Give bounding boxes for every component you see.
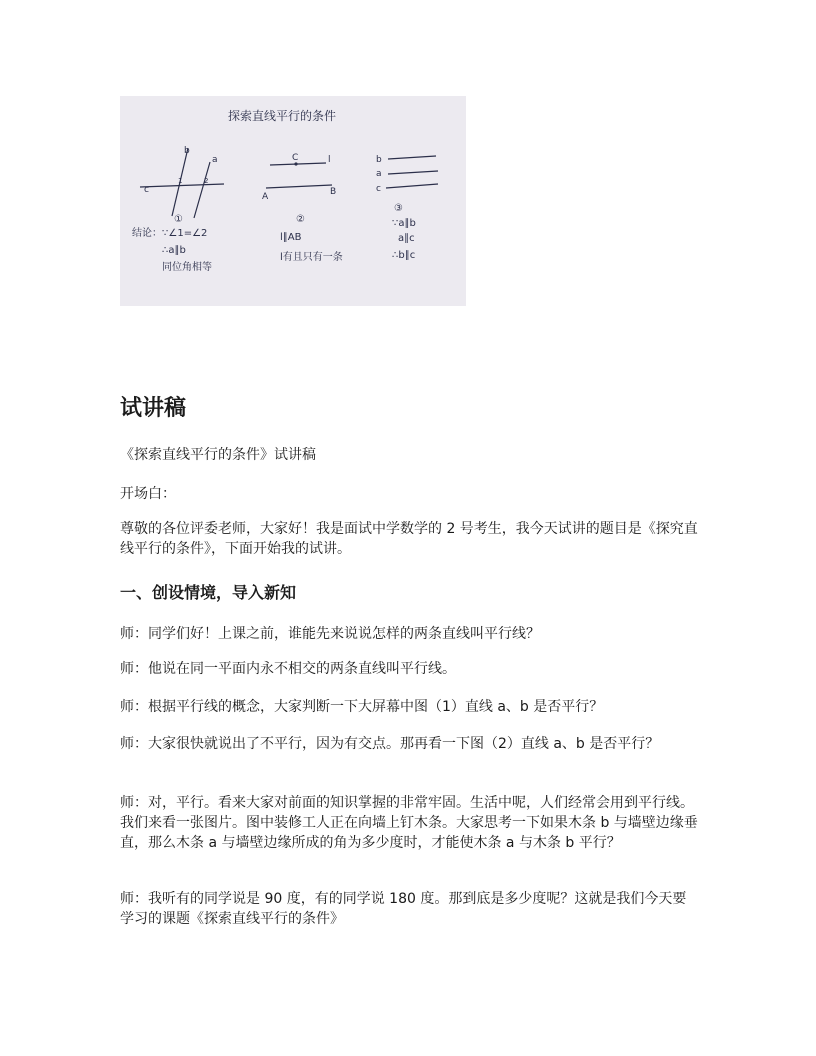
paragraph-4: 师：大家很快就说出了不平行，因为有交点。那再看一下图（2）直线 a、b 是否平行？ bbox=[120, 736, 660, 752]
paragraph-1: 师：同学们好！上课之前，谁能先来说说怎样的两条直线叫平行线？ bbox=[120, 626, 540, 642]
fig2-number: ② bbox=[296, 214, 305, 225]
fig3-note-1: ∵a∥b bbox=[392, 218, 416, 229]
fig2-line-ab bbox=[266, 185, 332, 188]
part1-heading: 一、创设情境，导入新知 bbox=[120, 583, 297, 602]
section-title: 试讲稿 bbox=[120, 396, 187, 421]
fig3-label-c: c bbox=[376, 184, 381, 194]
fig1-note-3: 同位角相等 bbox=[162, 262, 212, 273]
photo-title: 探索直线平行的条件 bbox=[228, 109, 337, 123]
fig1-line-a bbox=[194, 162, 210, 218]
fig3-note-2: a∥c bbox=[398, 233, 415, 244]
paragraph-2: 师：他说在同一平面内永不相交的两条直线叫平行线。 bbox=[120, 661, 456, 677]
fig1-note-1: 结论：∵∠1=∠2 bbox=[132, 228, 208, 239]
fig1-label-c: c bbox=[144, 185, 149, 195]
fig3-line-b bbox=[388, 156, 436, 159]
fig1-angle-2: 2 bbox=[204, 177, 209, 185]
fig2-label-b: B bbox=[330, 187, 337, 197]
paragraph-6: 师：我听有的同学说是 90 度，有的同学说 180 度。那到底是多少度呢？这就是我们今天要学习的课题《探索直线平行的条件》 bbox=[120, 891, 687, 927]
fig2-line-l bbox=[270, 163, 326, 165]
opening-label: 开场白： bbox=[120, 486, 176, 502]
opening-paragraph: 尊敬的各位评委老师，大家好！我是面试中学数学的 2 号考生，我今天试讲的题目是《探究直线平行的条件》，下面开始我的试讲。 bbox=[120, 521, 698, 557]
fig2-label-a: A bbox=[262, 192, 269, 202]
fig1-number: ① bbox=[174, 214, 183, 225]
fig2-label-l: l bbox=[328, 155, 331, 165]
fig1-note-2: ∴a∥b bbox=[162, 245, 186, 256]
fig2-note-1: l∥AB bbox=[280, 232, 302, 243]
fig3-line-c bbox=[386, 184, 438, 188]
fig2-note-2: l有且只有一条 bbox=[280, 252, 343, 263]
whiteboard-sketch bbox=[120, 96, 466, 306]
paragraph-3: 师：根据平行线的概念，大家判断一下大屏幕中图（1）直线 a、b 是否平行？ bbox=[120, 699, 604, 715]
paragraph-5: 师：对，平行。看来大家对前面的知识掌握的非常牢固。生活中呢，人们经常会用到平行线。我们来看一张图片。图中装修工人正在向墙上钉木条。大家思考一下如果木条 b 与墙壁边缘垂直，那么木条 a 与墙壁边缘所成的角为多少度时，才能使木条 a 与木条 b 平行？ bbox=[120, 795, 698, 851]
fig2-label-c: C bbox=[292, 153, 299, 163]
fig1-angle-1: 1 bbox=[178, 177, 183, 185]
fig1-label-a: a bbox=[212, 155, 218, 165]
fig3-label-a: a bbox=[376, 169, 382, 179]
fig1-label-b: b bbox=[184, 146, 190, 156]
document-subtitle: 《探索直线平行的条件》试讲稿 bbox=[120, 447, 316, 463]
handwritten-whiteboard-photo bbox=[120, 96, 466, 306]
fig3-label-b: b bbox=[376, 155, 382, 165]
fig3-note-3: ∴b∥c bbox=[392, 250, 416, 261]
fig3-number: ③ bbox=[394, 203, 403, 214]
fig3-line-a bbox=[388, 171, 438, 174]
